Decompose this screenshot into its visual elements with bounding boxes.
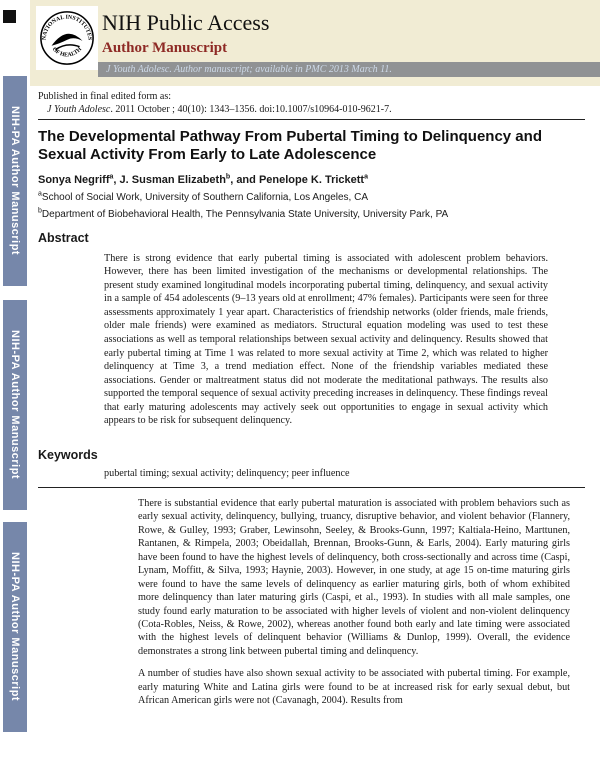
keywords-text: pubertal timing; sexual activity; delinquency; peer influence — [104, 467, 350, 479]
author-affmark: a — [364, 172, 368, 180]
sidebar-watermark-label: NIH-PA Author Manuscript — [9, 330, 21, 480]
affiliation-b — [38, 209, 585, 220]
nih-seal-icon — [38, 9, 96, 67]
svg-text:OF HEALTH: OF HEALTH — [50, 46, 84, 59]
sidebar-watermark-2 — [3, 300, 27, 510]
sidebar-watermark-1 — [3, 76, 27, 286]
header-title: NIH Public Access — [102, 10, 270, 35]
article-title: The Developmental Pathway From Pubertal Timing to Delinquency and Sexual Activity From Early to Late Adolescence — [38, 128, 542, 164]
sidebar — [0, 0, 30, 776]
author-name: Penelope K. Trickett — [258, 173, 365, 186]
published-as-label: Published in final edited form as: — [38, 91, 172, 102]
author-affmark: b — [225, 172, 231, 180]
citation-line — [38, 104, 585, 117]
author-separator: , and — [230, 173, 259, 186]
pmc-availability-banner — [98, 62, 600, 77]
svg-text:NATIONAL INSTITUTES: NATIONAL INSTITUTES — [41, 14, 93, 41]
author-separator: , — [113, 173, 120, 186]
divider-top — [38, 119, 585, 120]
affiliation-mark: a — [38, 190, 42, 198]
citation-details: . 2011 October ; 40(10): 1343–1356. doi:10.1007/s10964-010-9621-7. — [110, 103, 392, 115]
abstract-heading: Abstract — [38, 230, 89, 245]
author-line — [38, 174, 585, 186]
author-name: J. Susman Elizabeth — [119, 173, 226, 186]
affiliation-mark: b — [38, 207, 42, 215]
pmc-availability-text: J Youth Adolesc. Author manuscript; available in PMC 2013 March 11. — [106, 64, 392, 75]
nih-logo — [36, 6, 98, 70]
page-content — [38, 86, 585, 708]
body-paragraph: There is substantial evidence that early pubertal maturation is associated with problem behaviors such as early sexual activity, delinquency, bullying, truancy, disruptive behavior, and violent behavior (Flannery, Rowe, & Gulley, 1993; Graber, Lewinsohn, Seeley, & Brooks-Gunn, 1997; Kaltiala-Heino, Marttunen, Rantanen, & Rimpela, 2003; Obeidallah, Brennan, Brooks-Gunn, & Earls, 2004). Early maturing girls have been found to have the highest levels of delinquency, both cross-sectionally and across time (Caspi, Lynam, Moffitt, & Silva, 1993; Haynie, 2003). However, in one study, at age 15 on-time maturing girls were found to have the same levels of delinquency as earlier maturing girls, both of whom exhibited more delinquency than later maturing girls (Caspi, et al., 1993). In studies with all male samples, one study found early maturation to be associated with higher levels of violent and non-violent delinquency (Cota-Robles, Neiss, & Rowe, 2002), whereas another found both early and late timing were associated with the highest levels of delinquent behavior (Williams & Dunlop, 1999). Overall, the evidence demonstrates a strong link between pubertal timing and delinquency. — [138, 497, 570, 657]
author-affmark: a — [109, 172, 114, 180]
sidebar-watermark-3 — [3, 522, 27, 732]
body-paragraph: A number of studies have also shown sexual activity to be associated with pubertal timing. For example, early maturing White and Latina girls were found to be at increased risk for early sexual debut, but African American girls were not (Cavanagh, 2004). Results from — [138, 668, 570, 707]
divider-body — [38, 487, 585, 488]
article-body — [138, 497, 570, 708]
affiliation-a — [38, 192, 585, 203]
affiliation-text: Department of Biobehavioral Health, The Pennsylvania State University, University Park, PA — [41, 208, 449, 220]
header-subtitle: Author Manuscript — [102, 40, 228, 56]
header-banner — [30, 0, 600, 86]
journal-name: J Youth Adolesc — [47, 103, 111, 115]
sidebar-watermark-label: NIH-PA Author Manuscript — [9, 106, 21, 256]
author-name: Sonya Negriff — [38, 173, 110, 186]
affiliation-text: School of Social Work, University of Southern California, Los Angeles, CA — [41, 191, 368, 203]
keywords-heading: Keywords — [38, 447, 98, 462]
sidebar-watermark-label: NIH-PA Author Manuscript — [9, 552, 21, 702]
abstract-text: There is strong evidence that early pubertal timing is associated with adolescent problem behaviors. However, there has been limited investigation of the mechanisms or developmental relationships. The present study examined longitudinal models incorporating pubertal timing, delinquency, and sexual activity in a sample of 454 adolescents (9–13 years old at enrollment; 47% females). Participants were seen for three assessments approximately 1 year apart. Characteristics of friendship networks (older friends, male friends, older male friends) were examined as mediators. Structural equation modeling was used to test these associations as well as temporal relationships between sexual activity and delinquency. Results showed that early pubertal timing at Time 1 was related to more sexual activity at Time 2, which was related to higher delinquency at Time 3, a trend mediation effect. None of the friendship variables mediated these associations. Gender or maltreatment status did not moderate the meditational pathways. The results also supported the temporal sequence of sexual activity preceding increases in delinquency. These findings reveal that early maturing adolescents may actively seek out opportunities to engage in sexual activity which appears to be risk for subsequent delinquency. — [104, 252, 548, 427]
corner-mark — [3, 10, 16, 23]
